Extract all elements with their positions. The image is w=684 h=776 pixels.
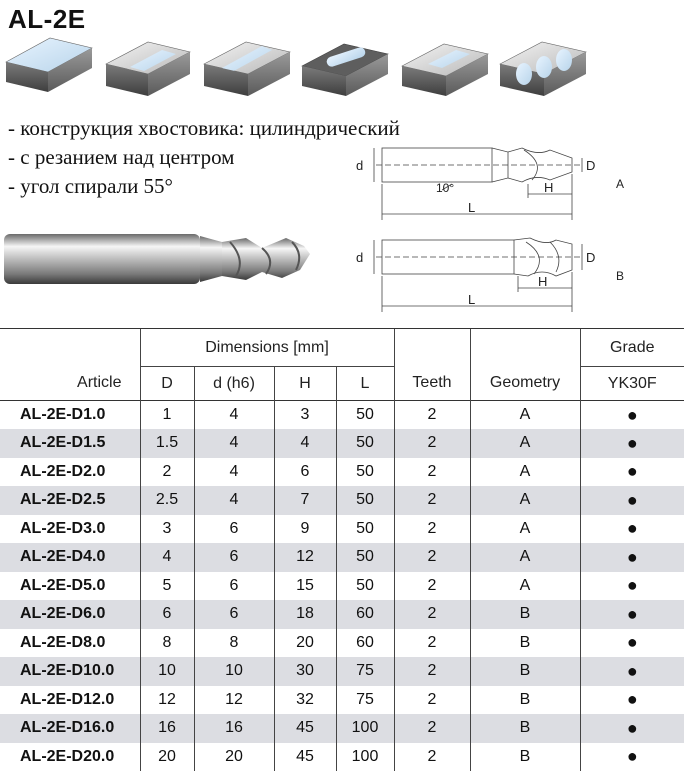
- d-cell: 8: [140, 629, 194, 658]
- table-row: [0, 714, 684, 743]
- geometry-cell: A: [470, 543, 580, 572]
- h-cell: 45: [274, 743, 336, 772]
- teeth-cell: 2: [394, 401, 470, 430]
- geometry-a-label: A: [616, 177, 625, 191]
- dim-D-label: D: [586, 158, 596, 173]
- article-cell: AL-2E-D2.5: [20, 491, 106, 509]
- d-cell: 6: [194, 600, 274, 629]
- dim-H-label: H: [538, 274, 548, 289]
- grade-available-cell: ●: [580, 572, 684, 601]
- feature-item: - конструкция хвостовика: цилиндрический: [8, 116, 400, 140]
- geometry-cell: A: [470, 401, 580, 430]
- grade-available-cell: ●: [580, 686, 684, 715]
- h-cell: 9: [274, 515, 336, 544]
- geometry-cell: B: [470, 714, 580, 743]
- teeth-cell: 2: [394, 515, 470, 544]
- d-cell: 4: [194, 429, 274, 458]
- face-milling-icon: [6, 38, 92, 92]
- grade-available-cell: ●: [580, 458, 684, 487]
- teeth-cell: 2: [394, 543, 470, 572]
- table-row: [0, 572, 684, 601]
- h-cell: 30: [274, 657, 336, 686]
- geometry-cell: B: [470, 686, 580, 715]
- article-cell: AL-2E-D1.5: [20, 434, 106, 452]
- article-cell: AL-2E-D12.0: [20, 690, 115, 708]
- end-mill-photo: [0, 226, 330, 292]
- table-row: [0, 486, 684, 515]
- d-cell: 4: [194, 486, 274, 515]
- d-cell: 1: [140, 401, 194, 430]
- teeth-cell: 2: [394, 714, 470, 743]
- h-cell: 6: [274, 458, 336, 487]
- d-cell: 6: [194, 572, 274, 601]
- h-cell: 45: [274, 714, 336, 743]
- dim-L-label: L: [468, 200, 476, 215]
- article-cell: AL-2E-D16.0: [20, 719, 115, 737]
- l-cell: 75: [336, 686, 394, 715]
- feature-item: - с резанием над центром: [8, 145, 235, 169]
- table-row: [0, 629, 684, 658]
- geometry-a-drawing: [350, 134, 650, 226]
- l-cell: 60: [336, 629, 394, 658]
- geometry-cell: A: [470, 429, 580, 458]
- table-row: [0, 543, 684, 572]
- l-cell: 50: [336, 458, 394, 487]
- operation-icons: [0, 34, 684, 104]
- product-table: [0, 328, 684, 771]
- h-cell: 18: [274, 600, 336, 629]
- article-cell: AL-2E-D5.0: [20, 576, 106, 594]
- d-cell: 8: [194, 629, 274, 658]
- article-cell: AL-2E-D20.0: [20, 747, 115, 765]
- article-cell: AL-2E-D2.0: [20, 462, 106, 480]
- geometry-b-label: B: [616, 269, 625, 283]
- header-dimensions: Dimensions [mm]: [140, 329, 394, 367]
- teeth-cell: 2: [394, 657, 470, 686]
- dim-H-label: H: [544, 180, 554, 195]
- angle-label: 10°: [436, 181, 455, 195]
- header-geometry: Geometry: [470, 329, 580, 401]
- d-cell: 6: [194, 543, 274, 572]
- table-row: [0, 401, 684, 430]
- header-grade: Grade: [580, 329, 684, 367]
- header-d: d (h6): [194, 367, 274, 401]
- page-title: AL-2E: [8, 4, 86, 34]
- d-cell: 6: [194, 515, 274, 544]
- header-L: L: [336, 367, 394, 401]
- teeth-cell: 2: [394, 629, 470, 658]
- geometry-cell: B: [470, 629, 580, 658]
- d-cell: 12: [194, 686, 274, 715]
- geometry-cell: B: [470, 600, 580, 629]
- l-cell: 75: [336, 657, 394, 686]
- h-cell: 15: [274, 572, 336, 601]
- header-article: Article: [0, 329, 140, 401]
- d-cell: 2: [140, 458, 194, 487]
- geometry-cell: A: [470, 515, 580, 544]
- table-row: [0, 686, 684, 715]
- l-cell: 50: [336, 572, 394, 601]
- l-cell: 50: [336, 401, 394, 430]
- table-row: [0, 743, 684, 772]
- geometry-cell: A: [470, 486, 580, 515]
- article-cell: AL-2E-D6.0: [20, 605, 106, 623]
- d-cell: 10: [140, 657, 194, 686]
- d-cell: 20: [194, 743, 274, 772]
- h-cell: 4: [274, 429, 336, 458]
- geometry-cell: A: [470, 458, 580, 487]
- d-cell: 6: [140, 600, 194, 629]
- d-cell: 1.5: [140, 429, 194, 458]
- article-cell: AL-2E-D4.0: [20, 548, 106, 566]
- pocket-milling-icon: [302, 44, 388, 96]
- teeth-cell: 2: [394, 429, 470, 458]
- l-cell: 100: [336, 714, 394, 743]
- geometry-cell: B: [470, 657, 580, 686]
- d-cell: 16: [194, 714, 274, 743]
- grade-available-cell: ●: [580, 657, 684, 686]
- dim-d-label: d: [356, 250, 364, 265]
- table-row: [0, 458, 684, 487]
- teeth-cell: 2: [394, 600, 470, 629]
- article-cell: AL-2E-D10.0: [20, 662, 115, 680]
- teeth-cell: 2: [394, 686, 470, 715]
- d-cell: 3: [140, 515, 194, 544]
- table-row: [0, 657, 684, 686]
- table-row: [0, 515, 684, 544]
- h-cell: 3: [274, 401, 336, 430]
- teeth-cell: 2: [394, 572, 470, 601]
- l-cell: 50: [336, 543, 394, 572]
- grade-available-cell: ●: [580, 515, 684, 544]
- grade-available-cell: ●: [580, 401, 684, 430]
- d-cell: 16: [140, 714, 194, 743]
- feature-item: - угол спирали 55°: [8, 174, 173, 198]
- dim-L-label: L: [468, 292, 476, 307]
- geometry-b-drawing: [350, 230, 650, 322]
- l-cell: 50: [336, 515, 394, 544]
- geometry-cell: B: [470, 743, 580, 772]
- l-cell: 50: [336, 429, 394, 458]
- l-cell: 60: [336, 600, 394, 629]
- grade-available-cell: ●: [580, 429, 684, 458]
- d-cell: 4: [194, 458, 274, 487]
- d-cell: 4: [194, 401, 274, 430]
- table-row: [0, 429, 684, 458]
- header-teeth: Teeth: [394, 329, 470, 401]
- table-row: [0, 600, 684, 629]
- dim-D-label: D: [586, 250, 596, 265]
- grade-available-cell: ●: [580, 543, 684, 572]
- teeth-cell: 2: [394, 743, 470, 772]
- grade-available-cell: ●: [580, 486, 684, 515]
- feature-list: [8, 114, 400, 201]
- h-cell: 20: [274, 629, 336, 658]
- h-cell: 7: [274, 486, 336, 515]
- article-cell: AL-2E-D1.0: [20, 406, 106, 423]
- article-cell: AL-2E-D8.0: [20, 633, 106, 651]
- d-cell: 12: [140, 686, 194, 715]
- article-cell: AL-2E-D3.0: [20, 519, 106, 537]
- header-grade-code: YK30F: [580, 367, 684, 401]
- l-cell: 50: [336, 486, 394, 515]
- dim-d-label: d: [356, 158, 364, 173]
- header-D: D: [140, 367, 194, 401]
- grade-available-cell: ●: [580, 629, 684, 658]
- teeth-cell: 2: [394, 458, 470, 487]
- l-cell: 100: [336, 743, 394, 772]
- d-cell: 4: [140, 543, 194, 572]
- shoulder-milling-icon: [106, 42, 190, 96]
- plunge-milling-icon: [500, 42, 586, 96]
- d-cell: 5: [140, 572, 194, 601]
- d-cell: 20: [140, 743, 194, 772]
- h-cell: 12: [274, 543, 336, 572]
- d-cell: 10: [194, 657, 274, 686]
- slot-milling-icon: [204, 42, 290, 96]
- geometry-cell: A: [470, 572, 580, 601]
- grade-available-cell: ●: [580, 714, 684, 743]
- keyway-milling-icon: [402, 44, 488, 96]
- h-cell: 32: [274, 686, 336, 715]
- teeth-cell: 2: [394, 486, 470, 515]
- grade-available-cell: ●: [580, 743, 684, 772]
- header-H: H: [274, 367, 336, 401]
- d-cell: 2.5: [140, 486, 194, 515]
- grade-available-cell: ●: [580, 600, 684, 629]
